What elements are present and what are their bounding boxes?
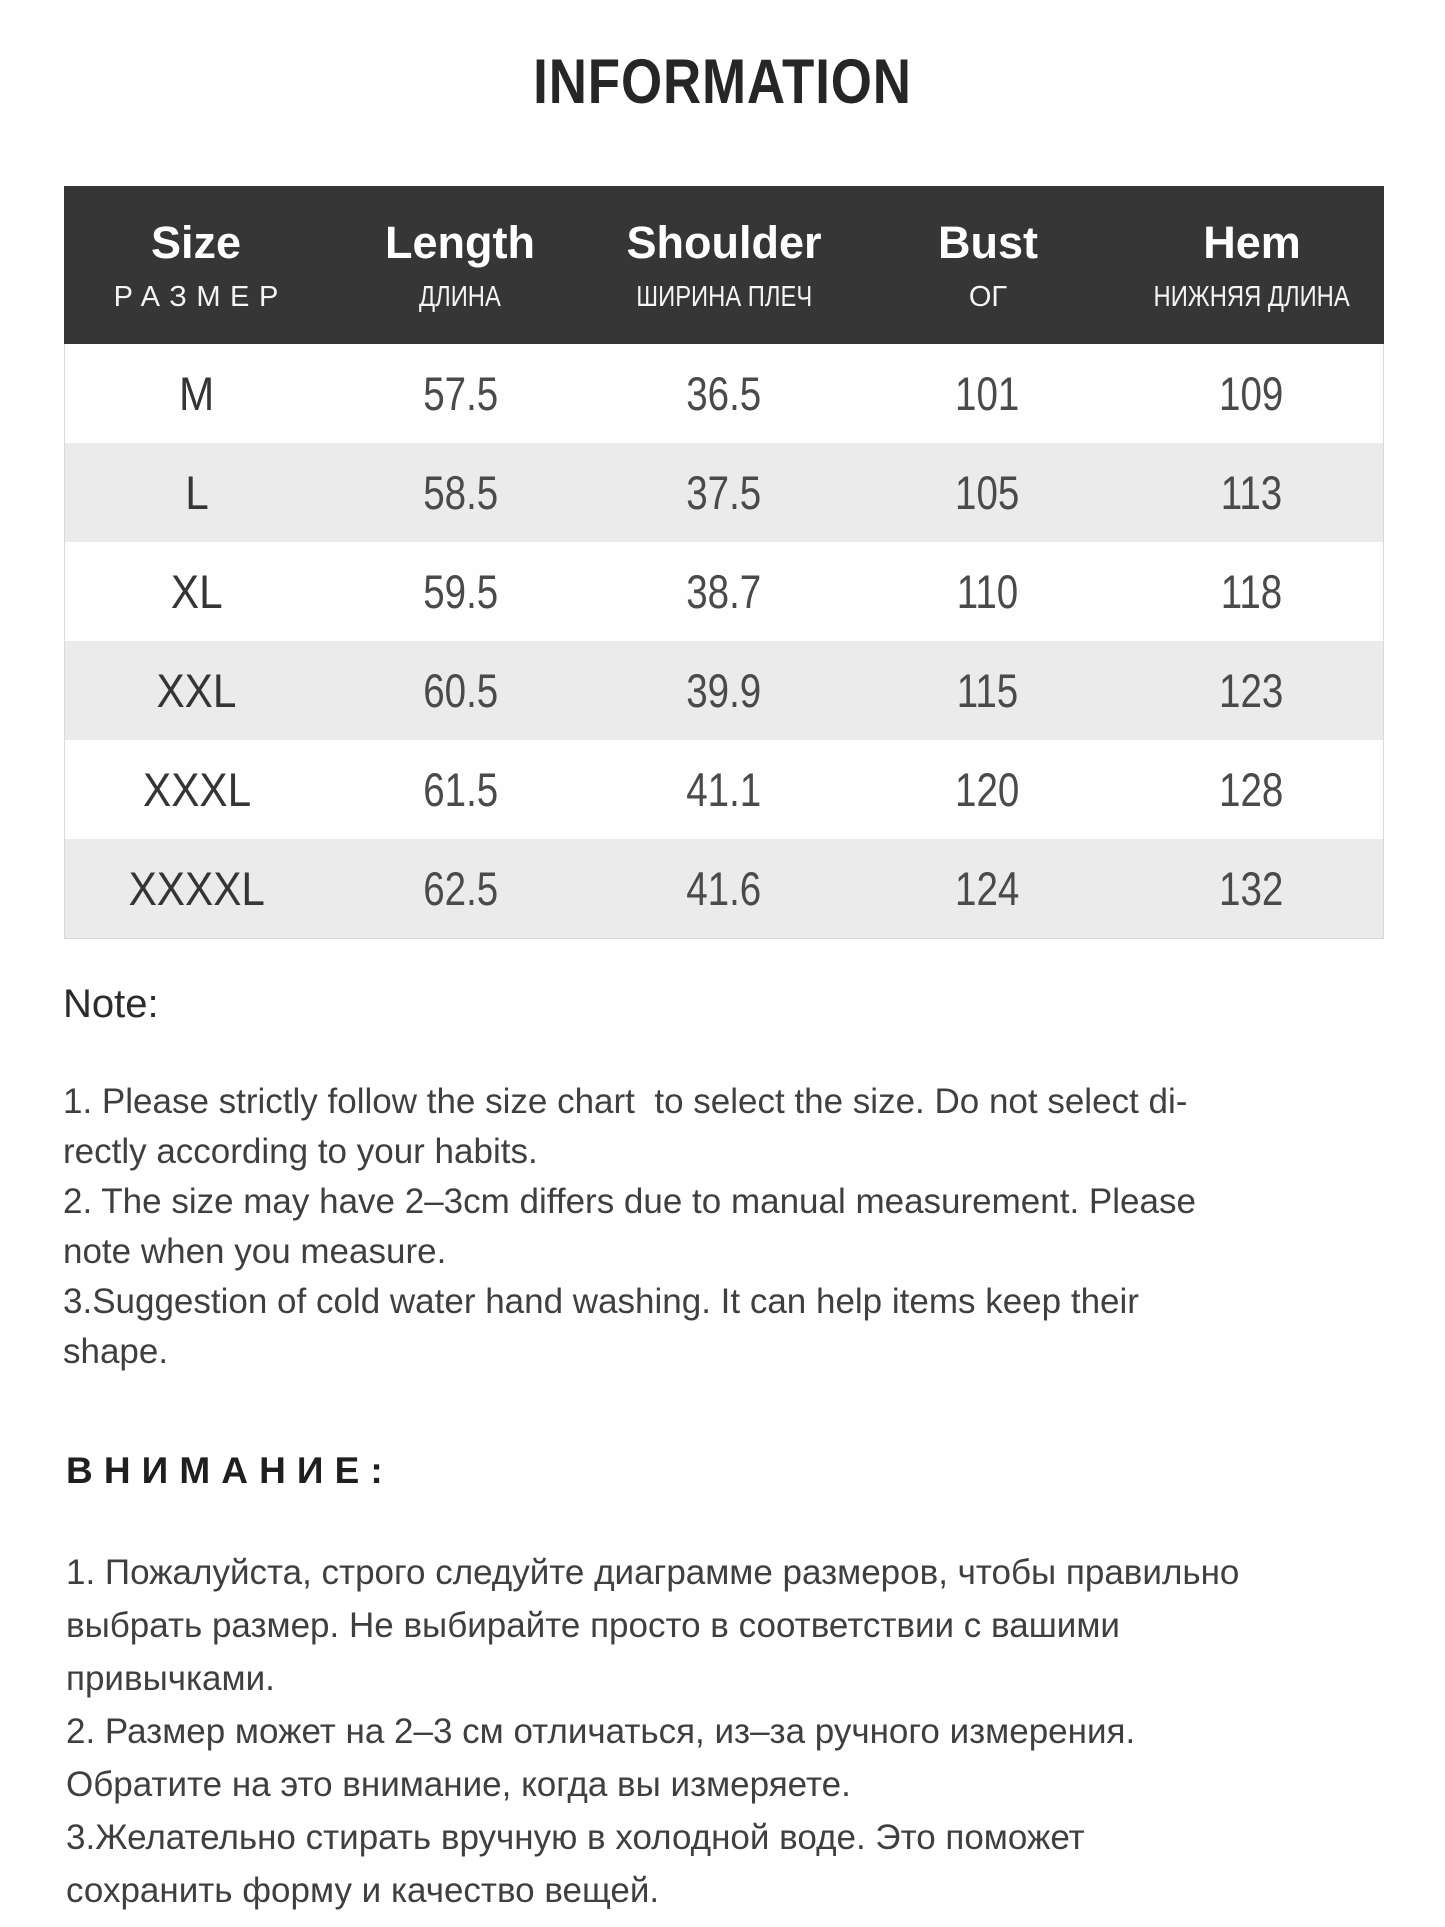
note-line-en-2: rectly according to your habits. (63, 1132, 538, 1171)
bust-value: 101 (955, 367, 1020, 420)
column-header-hem-ru: НИЖНЯЯ ДЛИНА (1153, 280, 1351, 313)
size-value: XXXL (142, 763, 251, 816)
notes-english-heading: Note: (63, 982, 159, 1026)
notes-russian-heading: ВНИМАНИЕ: (66, 1450, 394, 1491)
length-value: 57.5 (422, 367, 498, 420)
note-line-en-5: 3.Suggestion of cold water hand washing. It can help items keep their (63, 1282, 1139, 1321)
table-row-xxxl (65, 740, 1383, 839)
column-header-bust-en: Bust (938, 216, 1038, 268)
length-value: 59.5 (422, 565, 498, 618)
note-line-en-4: note when you measure. (63, 1232, 447, 1271)
table-row-l (65, 443, 1383, 542)
length-value: 58.5 (422, 466, 498, 519)
size-value: L (185, 466, 209, 519)
notes-russian-section (66, 1450, 1396, 1917)
table-row-xxxxl (65, 839, 1383, 938)
length-value: 61.5 (422, 763, 498, 816)
shoulder-value: 37.5 (686, 466, 762, 519)
column-header-bust-ru: ОГ (968, 280, 1008, 313)
note-line-ru-4: 2. Размер может на 2–3 см отличаться, из–за ручного измерения. (66, 1712, 1136, 1751)
column-header-shoulder-ru: ШИРИНА ПЛЕЧ (636, 280, 812, 313)
table-row-m (65, 344, 1383, 443)
size-value: XL (170, 565, 223, 618)
shoulder-value: 39.9 (686, 664, 762, 717)
size-table-header (64, 186, 1384, 344)
note-line-en-3: 2. The size may have 2–3cm differs due to manual measurement. Please (63, 1182, 1196, 1221)
bust-value: 124 (955, 862, 1020, 915)
hem-value: 123 (1219, 664, 1284, 717)
note-line-ru-5: Обратите на это внимание, когда вы измеряете. (66, 1765, 851, 1804)
shoulder-value: 38.7 (686, 565, 762, 618)
bust-value: 110 (956, 565, 1019, 618)
length-value: 62.5 (422, 862, 498, 915)
column-header-hem (1120, 186, 1384, 344)
hem-value: 118 (1220, 565, 1282, 618)
size-table (64, 186, 1384, 939)
column-header-length (328, 186, 592, 344)
column-header-size-ru: РАЗМЕР (113, 280, 288, 313)
page-title: INFORMATION (533, 47, 912, 117)
notes-english-section (63, 982, 1388, 1377)
note-line-en-1: 1. Please strictly follow the size chart to select the size. Do not select di- (63, 1082, 1188, 1121)
column-header-length-en: Length (385, 216, 535, 268)
hem-value: 132 (1219, 862, 1284, 915)
shoulder-value: 36.5 (686, 367, 762, 420)
table-row-xxl (65, 641, 1383, 740)
table-row-xl (65, 542, 1383, 641)
size-value: XXXXL (128, 862, 265, 915)
note-line-ru-3: привычками. (66, 1659, 275, 1698)
size-value: M (179, 367, 215, 420)
size-value: XXL (156, 664, 237, 717)
shoulder-value: 41.6 (686, 862, 762, 915)
hem-value: 109 (1219, 367, 1284, 420)
column-header-shoulder-en: Shoulder (626, 216, 822, 268)
shoulder-value: 41.1 (686, 763, 762, 816)
column-header-size (64, 186, 328, 344)
note-line-ru-7: сохранить форму и качество вещей. (66, 1871, 660, 1910)
size-table-body (65, 344, 1383, 938)
note-line-ru-1: 1. Пожалуйста, строго следуйте диаграмме размеров, чтобы правильно (66, 1553, 1240, 1592)
column-header-hem-en: Hem (1203, 216, 1301, 268)
hem-value: 128 (1219, 763, 1284, 816)
column-header-bust (856, 186, 1120, 344)
column-header-shoulder (592, 186, 856, 344)
bust-value: 120 (955, 763, 1020, 816)
column-header-size-en: Size (150, 216, 242, 268)
note-line-ru-2: выбрать размер. Не выбирайте просто в соответствии с вашими (66, 1606, 1120, 1645)
note-line-en-6: shape. (63, 1332, 169, 1371)
bust-value: 105 (955, 466, 1020, 519)
bust-value: 115 (956, 664, 1019, 717)
hem-value: 113 (1220, 466, 1282, 519)
column-header-length-ru: ДЛИНА (419, 280, 501, 313)
length-value: 60.5 (422, 664, 498, 717)
note-line-ru-6: 3.Желательно стирать вручную в холодной воде. Это поможет (66, 1818, 1085, 1857)
